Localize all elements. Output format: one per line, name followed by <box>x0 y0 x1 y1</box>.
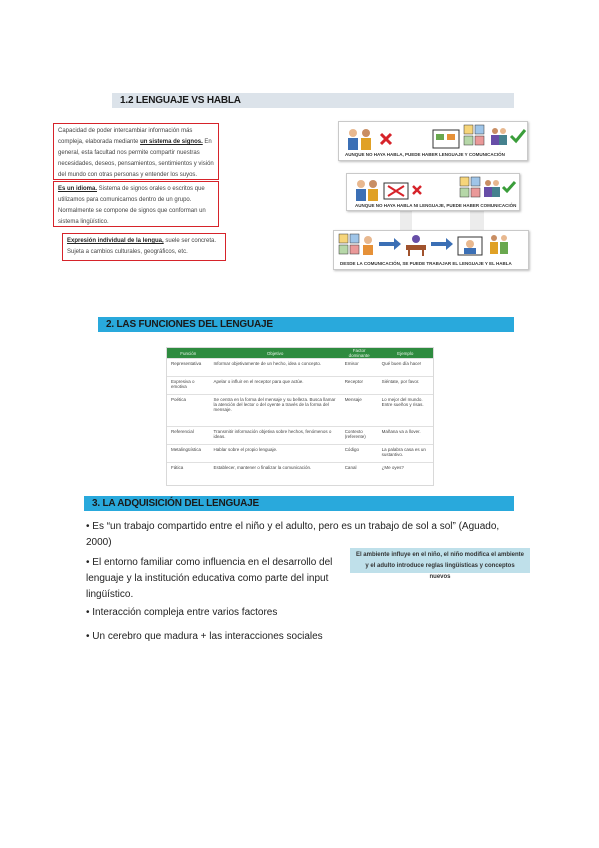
people-talking-icon <box>353 178 381 202</box>
section-title: 1.2 LENGUAJE VS HABLA <box>120 95 241 106</box>
cross-icon <box>379 132 393 146</box>
table-cell: Canal <box>341 463 378 477</box>
arrow-right-icon <box>378 237 402 251</box>
check-icon <box>501 180 517 194</box>
table-row <box>167 463 433 477</box>
table-cell: Emisor <box>341 359 378 377</box>
table-cell: Mensaje <box>341 395 378 427</box>
pictogram-caption: DESDE LA COMUNICACIÓN, SE PUEDE TRABAJAR EL LENGUAJE Y EL HABLA <box>340 261 512 266</box>
table-cell: Poética <box>167 395 210 427</box>
decorative-block <box>470 210 484 232</box>
table-cell: Contexto (referente) <box>341 427 378 445</box>
table-row <box>167 395 433 427</box>
table-cell: Mañana va a llover. <box>378 427 433 445</box>
table-row <box>167 359 433 377</box>
people-icon <box>489 126 509 146</box>
table-cell: Transmitir información objetiva sobre hechos, fenómenos o ideas. <box>210 427 341 445</box>
definition-emphasis: Es un idioma. <box>58 186 98 192</box>
arrow-right-icon <box>430 237 454 251</box>
classroom-icon <box>404 233 428 257</box>
definition-box-lenguaje <box>53 123 219 180</box>
communication-board-icon <box>431 126 461 152</box>
definition-box-lengua <box>53 181 219 227</box>
people-talking-icon <box>345 126 375 152</box>
table-cell: Expresiva o emotiva <box>167 377 210 395</box>
table-header-cell: Factor dominante <box>341 348 378 359</box>
table-cell: Qué buen día hace! <box>378 359 433 377</box>
pictogram-panel-2 <box>346 173 520 211</box>
table-cell: ¿Me oyes? <box>378 463 433 477</box>
table-cell: Fática <box>167 463 210 477</box>
table-cell: Siéntate, por favor. <box>378 377 433 395</box>
section-title: 3. LA ADQUISICIÓN DEL LENGUAJE <box>92 498 259 509</box>
section-heading-lenguaje-vs-habla <box>112 93 514 108</box>
cross-icon <box>411 184 423 196</box>
table-header-cell: Ejemplo <box>378 348 433 359</box>
table-cell: Código <box>341 445 378 463</box>
check-icon <box>509 128 527 144</box>
bullet-item: • Un cerebro que madura + las interacciones sociales <box>86 631 323 642</box>
table-cell: Apelar o influir en el receptor para que actúe. <box>210 377 341 395</box>
table-row <box>167 377 433 395</box>
section-heading-adquisicion <box>84 496 514 511</box>
bullet-item: • El entorno familiar como influencia en el desarrollo del lenguaje y la institución educativa como parte del input lingüístico. <box>86 557 333 600</box>
definition-text: Capacidad de poder intercambiar información más compleja, elaborada mediante <box>58 128 193 145</box>
definition-emphasis: Expresión individual de la lengua, <box>67 238 164 244</box>
definition-emphasis: un sistema de signos. <box>140 139 203 145</box>
bullet-item: • Interacción compleja entre varios factores <box>86 607 278 618</box>
definition-text: suele ser concreta. Sujeta a cambios culturales, geográficos, etc. <box>67 238 217 255</box>
table-cell: Receptor <box>341 377 378 395</box>
symbol-grid-icon <box>459 176 481 198</box>
note-box: El ambiente influye en el niño, el niño modifica el ambiente y el adulto introduce reglas lingüísticas y conceptos nuevos <box>350 548 530 573</box>
definition-text: En general, esta facultad nos permite compartir nuestras necesidades, deseos, pensamientos, sentimientos y visión del mundo con otras personas y entender los suyos. <box>58 139 214 178</box>
people-icon <box>483 178 501 198</box>
decorative-block <box>400 210 412 232</box>
pictogram-panel-1 <box>338 121 528 161</box>
table-row <box>167 427 433 445</box>
symbol-grid-icon <box>463 124 485 146</box>
table-cell: Establecer, mantener o finalizar la comunicación. <box>210 463 341 477</box>
child-icon <box>360 235 376 255</box>
pictogram-panel-3 <box>333 230 529 270</box>
table-header-cell: Función <box>167 348 210 359</box>
functions-table-container <box>166 347 434 486</box>
table-cell: Lo mejor del mundo. Entre sueños y risas. <box>378 395 433 427</box>
table-cell: Metalingüística <box>167 445 210 463</box>
board-crossed-icon <box>383 182 409 200</box>
table-cell: Informar objetivamente de un hecho, idea o concepto. <box>210 359 341 377</box>
table-cell: La palabra casa es un sustantivo. <box>378 445 433 463</box>
bullet-item: • Es “un trabajo compartido entre el niño y el adulto, pero es un trabajo de sol a sol” (Aguado, 2000) <box>86 521 500 548</box>
table-row <box>167 445 433 463</box>
table-header-cell: Objetivo <box>210 348 341 359</box>
definition-box-habla <box>62 233 226 261</box>
table-cell: Se centra en la forma del mensaje y su belleza. Busca llamar la atención del lector o del oyente a través de la forma del mensaje. <box>210 395 341 427</box>
table-cell: Hablar sobre el propio lenguaje. <box>210 445 341 463</box>
table-cell: Referencial <box>167 427 210 445</box>
section-title: 2. LAS FUNCIONES DEL LENGUAJE <box>106 319 273 330</box>
symbol-grid-icon <box>338 233 360 255</box>
functions-table <box>167 348 433 477</box>
definition-text: Sistema de signos orales o escritos que utilizamos para comunicarnos dentro de un grupo. Normalmente se compone de signos que conforman un sistema lingüístico. <box>58 186 206 225</box>
people-talking-icon <box>488 233 510 257</box>
communication-board-icon <box>456 235 484 257</box>
section-heading-funciones <box>98 317 514 332</box>
table-header-row <box>167 348 433 359</box>
table-cell: Representativa <box>167 359 210 377</box>
pictogram-caption: AUNQUE NO HAYA HABLA NI LENGUAJE, PUEDE HABER COMUNICACIÓN <box>355 203 517 208</box>
pictogram-caption: AUNQUE NO HAYA HABLA, PUEDE HABER LENGUAJE Y COMUNICACIÓN <box>345 152 505 157</box>
